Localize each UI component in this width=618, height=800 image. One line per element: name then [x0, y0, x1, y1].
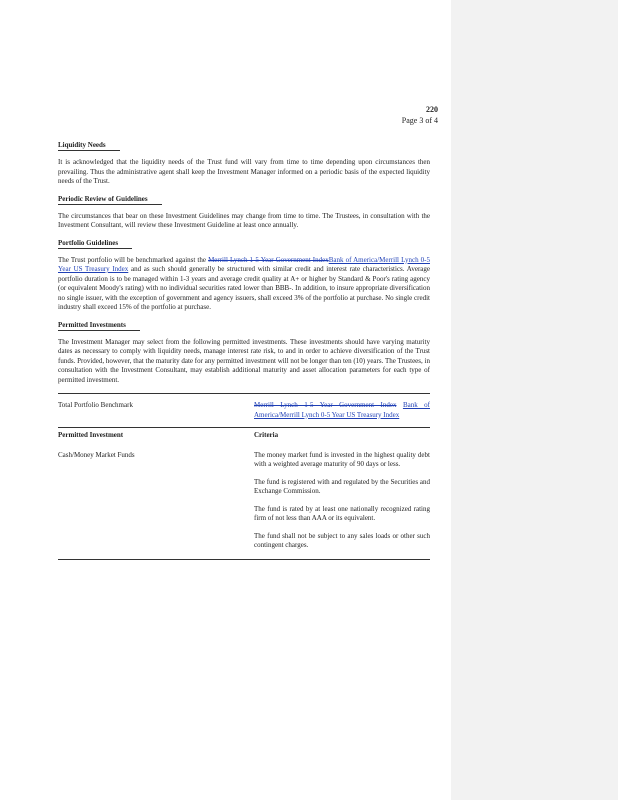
page-number: 220: [426, 105, 438, 114]
investment-type: Cash/Money Market Funds: [58, 450, 135, 459]
text-before: The Trust portfolio will be benchmarked against the: [58, 255, 209, 264]
text-after: and as such should generally be structured with similar credit and interest rate characteristics. Average portfolio duration is to be managed within 1-3 years and average credit quality at A+ or higher by Standard & Poor's rating agency (or equivalent Moody's rating) with no individual securities rated lower than BBB-. In addition, to insure appropriate diversification no single issuer, with the exception of government and agency issuers, shall exceed 3% of the portfolio at purchase. No single credit industry shall exceed 15% of the portfolio at purchase.: [58, 265, 430, 311]
tracked-insertion: Bank of America/Merrill Lynch 0-5 Year US Treasury Index: [254, 401, 430, 419]
comment-margin-panel: [451, 0, 618, 800]
section-permitted: [58, 321, 430, 386]
section-heading: Periodic Review of Guidelines: [58, 195, 162, 205]
criteria-item: The fund is registered with and regulated by the Securities and Exchange Commission.: [254, 477, 430, 495]
page-header: [402, 104, 438, 126]
tracked-deletion: Merrill Lynch 1-5 Year Government Index: [254, 401, 397, 409]
tracked-deletion: Merrill Lynch 1-5 Year Government Index: [208, 255, 329, 264]
criteria-list: [254, 451, 430, 559]
criteria-item: The fund is rated by at least one nationally recognized rating firm of not less than AAA or its equivalent.: [254, 504, 430, 522]
criteria-item: The money market fund is invested in the highest quality debt with a weighted average maturity of 90 days or less.: [254, 450, 430, 468]
criteria-item: The fund shall not be subject to any sales loads or other such contingent charges.: [254, 531, 430, 549]
section-text: The Investment Manager may select from the following permitted investments. These investments should have varying maturity dates as necessary to comply with liquidity needs, manage interest rate risk, to and in order to achieve diversification of the Trust funds. Provided, however, that the maturity date for any permitted investment will not be longer than ten (10) years. The Trustees, in consultation with the Investment Consultant, may establish additional maturity and asset allocation parameters for each type of permitted investment.: [58, 337, 430, 384]
benchmark-label: Total Portfolio Benchmark: [58, 401, 133, 409]
column-header-investment: Permitted Investment: [58, 431, 124, 439]
column-header-criteria: Criteria: [254, 431, 279, 439]
document-body: [58, 141, 430, 560]
investments-table: [58, 393, 430, 560]
section-heading: Permitted Investments: [58, 321, 140, 331]
section-text: It is acknowledged that the liquidity needs of the Trust fund will vary from time to time depending upon circumstances then prevailing. Thus the administrative agent shall keep the Investment Manager informed on a periodic basis of the expected liquidity needs of the Trust.: [58, 158, 430, 185]
table-bottom-rule: [58, 559, 430, 560]
section-heading: Liquidity Needs: [58, 141, 120, 151]
section-text: [58, 256, 430, 313]
tracked-insertion: Bank of America/Merrill Lynch 0-5 Year US Treasury Index: [58, 255, 430, 273]
section-heading: Portfolio Guidelines: [58, 239, 132, 249]
section-liquidity: [58, 141, 430, 187]
benchmark-value: [254, 401, 430, 420]
section-text: The circumstances that bear on these Investment Guidelines may change from time to time. The Trustees, in consultation with the Investment Consultant, will review these Investment Guideline at least once annually.: [58, 211, 430, 229]
section-review: [58, 195, 430, 231]
page-of-label: Page 3 of 4: [401, 116, 438, 125]
table-header-row: [58, 428, 430, 451]
benchmark-row: [58, 394, 430, 427]
table-row: [58, 451, 430, 559]
section-portfolio: [58, 239, 430, 313]
